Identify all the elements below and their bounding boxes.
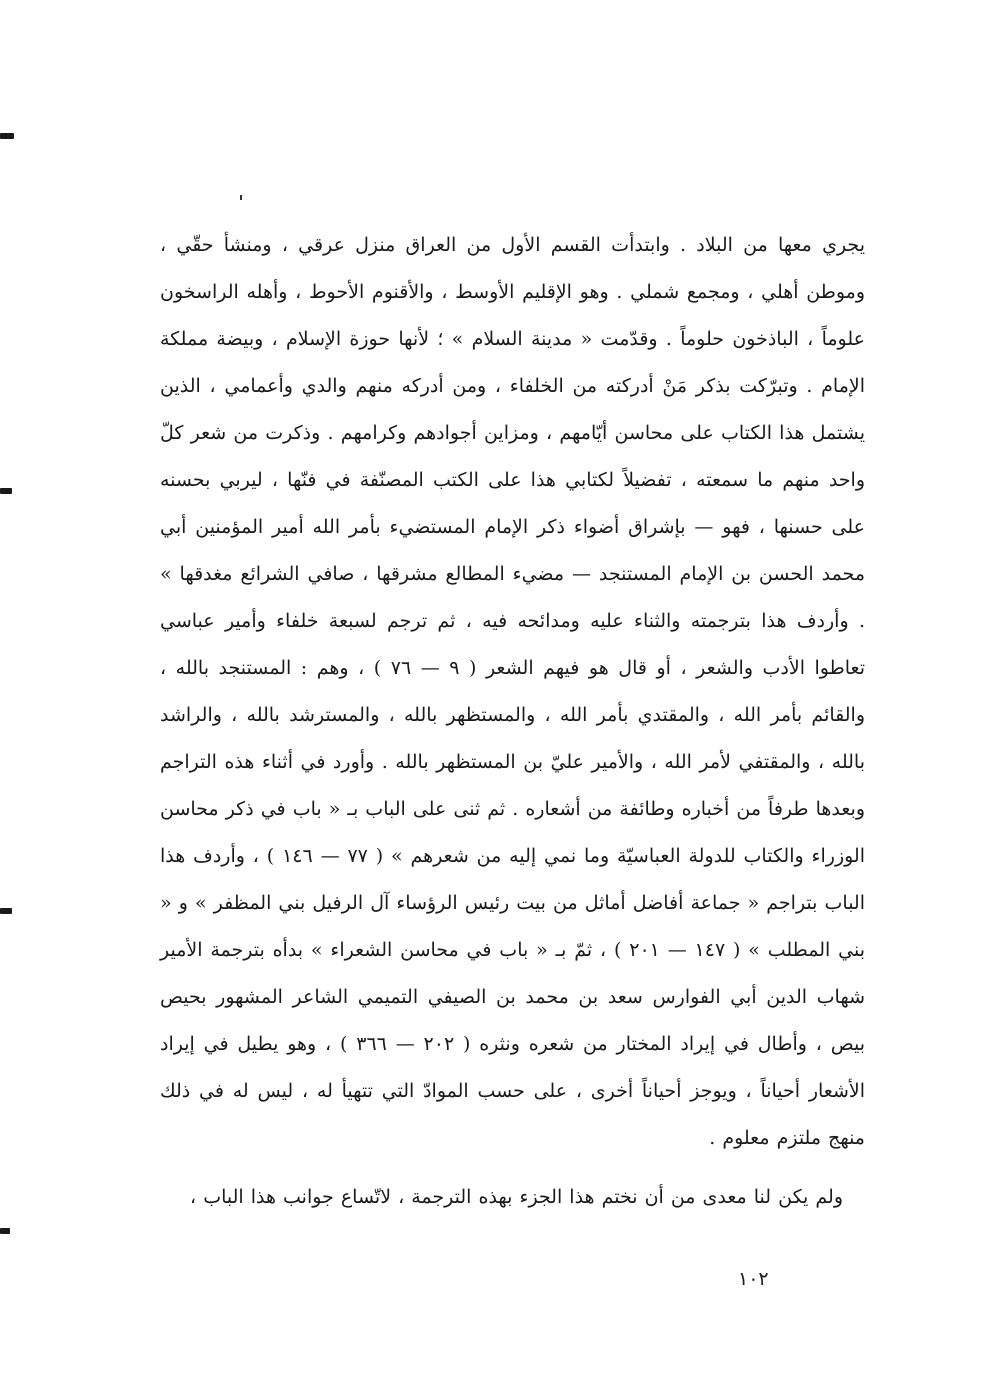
edge-mark [0,133,14,139]
paragraph: ولم يكن لنا معدى من أن نختم هذا الجزء بهذه الترجمة ، لاتّساع جوانب هذا الباب ، [190,1186,843,1208]
page-number: ١٠٢ [738,1268,769,1290]
scan-speck [240,195,242,200]
body-text [160,222,865,1221]
edge-mark [0,488,12,494]
edge-mark [0,1228,10,1234]
edge-mark [0,908,12,914]
paragraph: يجري معها من البلاد . وابتدأت القسم الأول من العراق منزل عرقي ، ومنشأ حقّي ، وموطن أهلي ، ومجمع شملي . وهو الإقليم الأوسط ، والأقنوم الأحوط ، وأهله الراسخون علوماً ، الباذخون حلوماً . وقدّمت « مدينة السلام » ؛ لأنها حوزة الإسلام ، وبيضة مملكة الإمام . وتبرّكت بذكر مَنْ أدركته من الخلفاء ، ومن أدركه منهم والدي وأعمامي ، الذين يشتمل هذا الكتاب على محاسن أيّامهم ، ومزاين أجوادهم وكرامهم . وذكرت من شعر كلّ واحد منهم ما سمعته ، تفضيلاً لكتابي هذا على الكتب المصنّفة في فنّها ، ليربي بحسنه على حسنها ، فهو — بإشراق أضواء ذكر الإمام المستضيء بأمر الله أمير المؤمنين أبي محمد الحسن بن الإمام المستنجد — مضيء المطالع مشرقها ، صافي الشرائع مغدقها » . وأردف هذا بترجمته والثناء عليه ومدائحه فيه ، ثم ترجم لسبعة خلفاء وأمير عباسي تعاطوا الأدب والشعر ، أو قال هو فيهم الشعر ( ٩ — ٧٦ ) ، وهم : المستنجد بالله ، والقائم بأمر الله ، والمقتدي بأمر الله ، والمستظهر بالله ، والمسترشد بالله ، والراشد بالله ، والمقتفي لأمر الله ، والأمير عليّ بن المستظهر بالله . وأورد في أثناء هذه التراجم وبعدها طرفاً من أخباره وطائفة من أشعاره . ثم ثنى على الباب بـ « باب في ذكر محاسن الوزراء والكتاب للدولة العباسيّة وما نمي إليه من شعرهم » ( ٧٧ — ١٤٦ ) ، وأردف هذا الباب بتراجم « جماعة أفاضل أماثل من بيت رئيس الرؤساء آل الرفيل بني المظفر » و « بني المطلب » ( ١٤٧ — ٢٠١ ) ، ثمّ بـ « باب في محاسن الشعراء » بدأه بترجمة الأمير شهاب الدين أبي الفوارس سعد بن محمد بن الصيفي التميمي الشاعر المشهور بحيص بيص ، وأطال في إيراد المختار من شعره ونثره ( ٢٠٢ — ٣٦٦ ) ، وهو يطيل في إيراد الأشعار أحياناً ، ويوجز أحياناً أخرى ، على حسب الموادّ التي تتهيأ له ، ليس له في ذلك منهج ملتزم معلوم . [160,234,866,1149]
